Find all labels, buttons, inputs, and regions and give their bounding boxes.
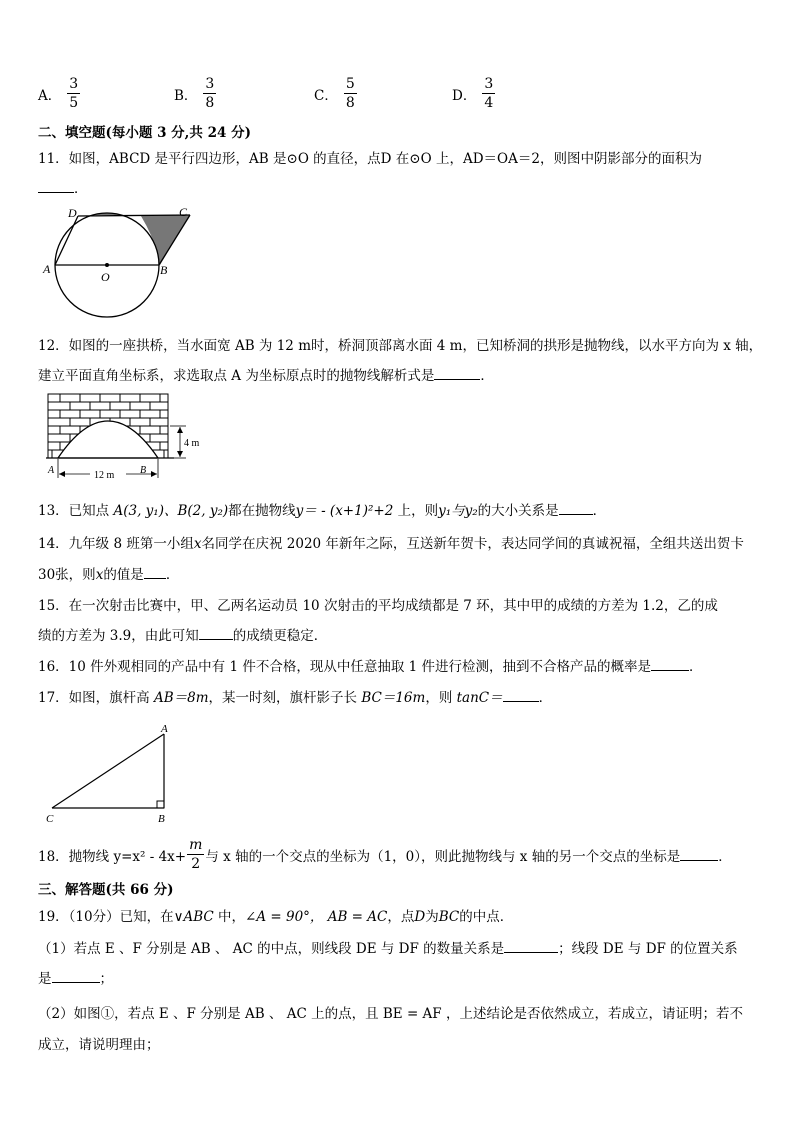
q17-label-a: A	[161, 723, 168, 735]
q12-height-label: 4 m	[184, 438, 200, 449]
q17-label-b: B	[158, 813, 165, 825]
option-letter: A．	[38, 87, 62, 104]
answer-blank[interactable]	[680, 848, 718, 861]
answer-blank[interactable]	[651, 658, 689, 671]
q19-part1-line2: 是 ；	[38, 971, 113, 987]
q12-width-label: 12 m	[94, 470, 115, 481]
q12-line1: 12．如图的一座拱桥，当水面宽 AB 为 12 m时，桥洞顶部离水面 4 m，已知桥洞的拱形是抛物线，以水平方向为 x 轴，	[38, 338, 763, 354]
q15-line2: 绩的方差为 3.9，由此可知 的成绩更稳定．	[38, 628, 328, 644]
q12-label-b: B	[140, 465, 147, 476]
q11-label-a: A	[43, 262, 51, 276]
answer-blank[interactable]	[52, 970, 100, 983]
q19-part2-line1: （2）如图①，若点 E 、F 分别是 AB 、 AC 上的点，且 BE = AF ，上述结论是否依然成立，若成立，请证明；若不	[38, 1006, 743, 1022]
q11-answer-line: ．	[38, 177, 88, 197]
answer-blank[interactable]	[504, 940, 558, 953]
q11-label-o: O	[101, 270, 110, 284]
q15-line1: 15．在一次射击比赛中，甲、乙两名运动员 10 次射击的平均成绩都是 7 环，其中甲的成绩的方差为 1.2，乙的成	[38, 598, 718, 614]
q17-text: 17．如图，旗杆高 AB＝8m，某一时刻，旗杆影子长 BC＝16m，则 tanC＝ ．	[38, 690, 553, 706]
q11-figure	[38, 203, 198, 293]
answer-blank[interactable]	[199, 627, 233, 640]
answer-blank[interactable]	[559, 502, 593, 515]
q18-text: 18．抛物线 y=x² - 4x+ $\frac{m}{2}$ 与 x 轴的一个交点的坐标为（1，0），则此抛物线与 x 轴的另一个交点的坐标是 ．	[38, 837, 732, 872]
option-letter: B．	[174, 87, 198, 104]
answer-blank[interactable]	[144, 566, 166, 579]
answer-blank[interactable]	[503, 689, 539, 702]
q11-label-b: B	[160, 263, 168, 277]
q12-line2: 建立平面直角坐标系，求选取点 A 为坐标原点时的抛物线解析式是 ．	[38, 368, 494, 384]
q17-triangle-figure	[40, 720, 180, 825]
answer-blank[interactable]	[434, 367, 480, 380]
q17-label-c: C	[46, 813, 54, 825]
q11-text: 11．如图，ABCD 是平行四边形，AB 是⊙O 的直径，点D 在⊙O 上，AD＝OA＝2，则图中阴影部分的面积为	[38, 151, 702, 167]
option-c	[314, 77, 357, 110]
option-fraction: $\frac{3}{5}$	[69, 76, 79, 111]
q12-bridge-figure	[38, 392, 218, 482]
q14-line2: 30张，则x的值是 ．	[38, 567, 180, 583]
q16-text: 16．10 件外观相同的产品中有 1 件不合格，现从中任意抽取 1 件进行检测，抽到不合格产品的概率是 ．	[38, 659, 703, 675]
q18-fraction: $\frac{m}{2}$	[189, 837, 203, 872]
option-b	[174, 77, 216, 110]
q14-line1: 14．九年级 8 班第一小组x名同学在庆祝 2020 年新年之际，互送新年贺卡，表达同学间的真诚祝福，全组共送出贺卡	[38, 536, 744, 552]
q12-label-a: A	[48, 465, 55, 476]
answer-blank[interactable]	[38, 180, 74, 193]
option-a	[38, 77, 80, 110]
section-title-solutions: 三、解答题(共 66 分)	[38, 882, 174, 898]
section-title-fill-blank: 二、填空题(每小题 3 分,共 24 分)	[38, 125, 251, 141]
option-fraction: $\frac{3}{8}$	[205, 76, 215, 111]
option-letter: C．	[314, 87, 338, 104]
q19-intro: 19．（10分）已知，在∨ABC 中，∠A = 90°， AB = AC，点D为BC的中点．	[38, 909, 514, 925]
option-letter: D．	[452, 87, 477, 104]
option-fraction: $\frac{3}{4}$	[484, 76, 494, 111]
q11-label-c: C	[179, 205, 188, 219]
q19-part2-line2: 成立，请说明理由；	[38, 1037, 160, 1053]
option-d	[452, 77, 495, 110]
q11-label-d: D	[68, 206, 77, 220]
option-fraction: $\frac{5}{8}$	[345, 76, 355, 111]
q19-part1-line1: （1）若点 E 、F 分别是 AB 、 AC 的中点，则线段 DE 与 DF 的数量关系是 ；线段 DE 与 DF 的位置关系	[38, 941, 738, 957]
q13-text: 13．已知点 A(3, y₁)、B(2, y₂)都在抛物线y＝ - (x+1)²+2 上，则y₁与y₂的大小关系是 ．	[38, 503, 607, 519]
